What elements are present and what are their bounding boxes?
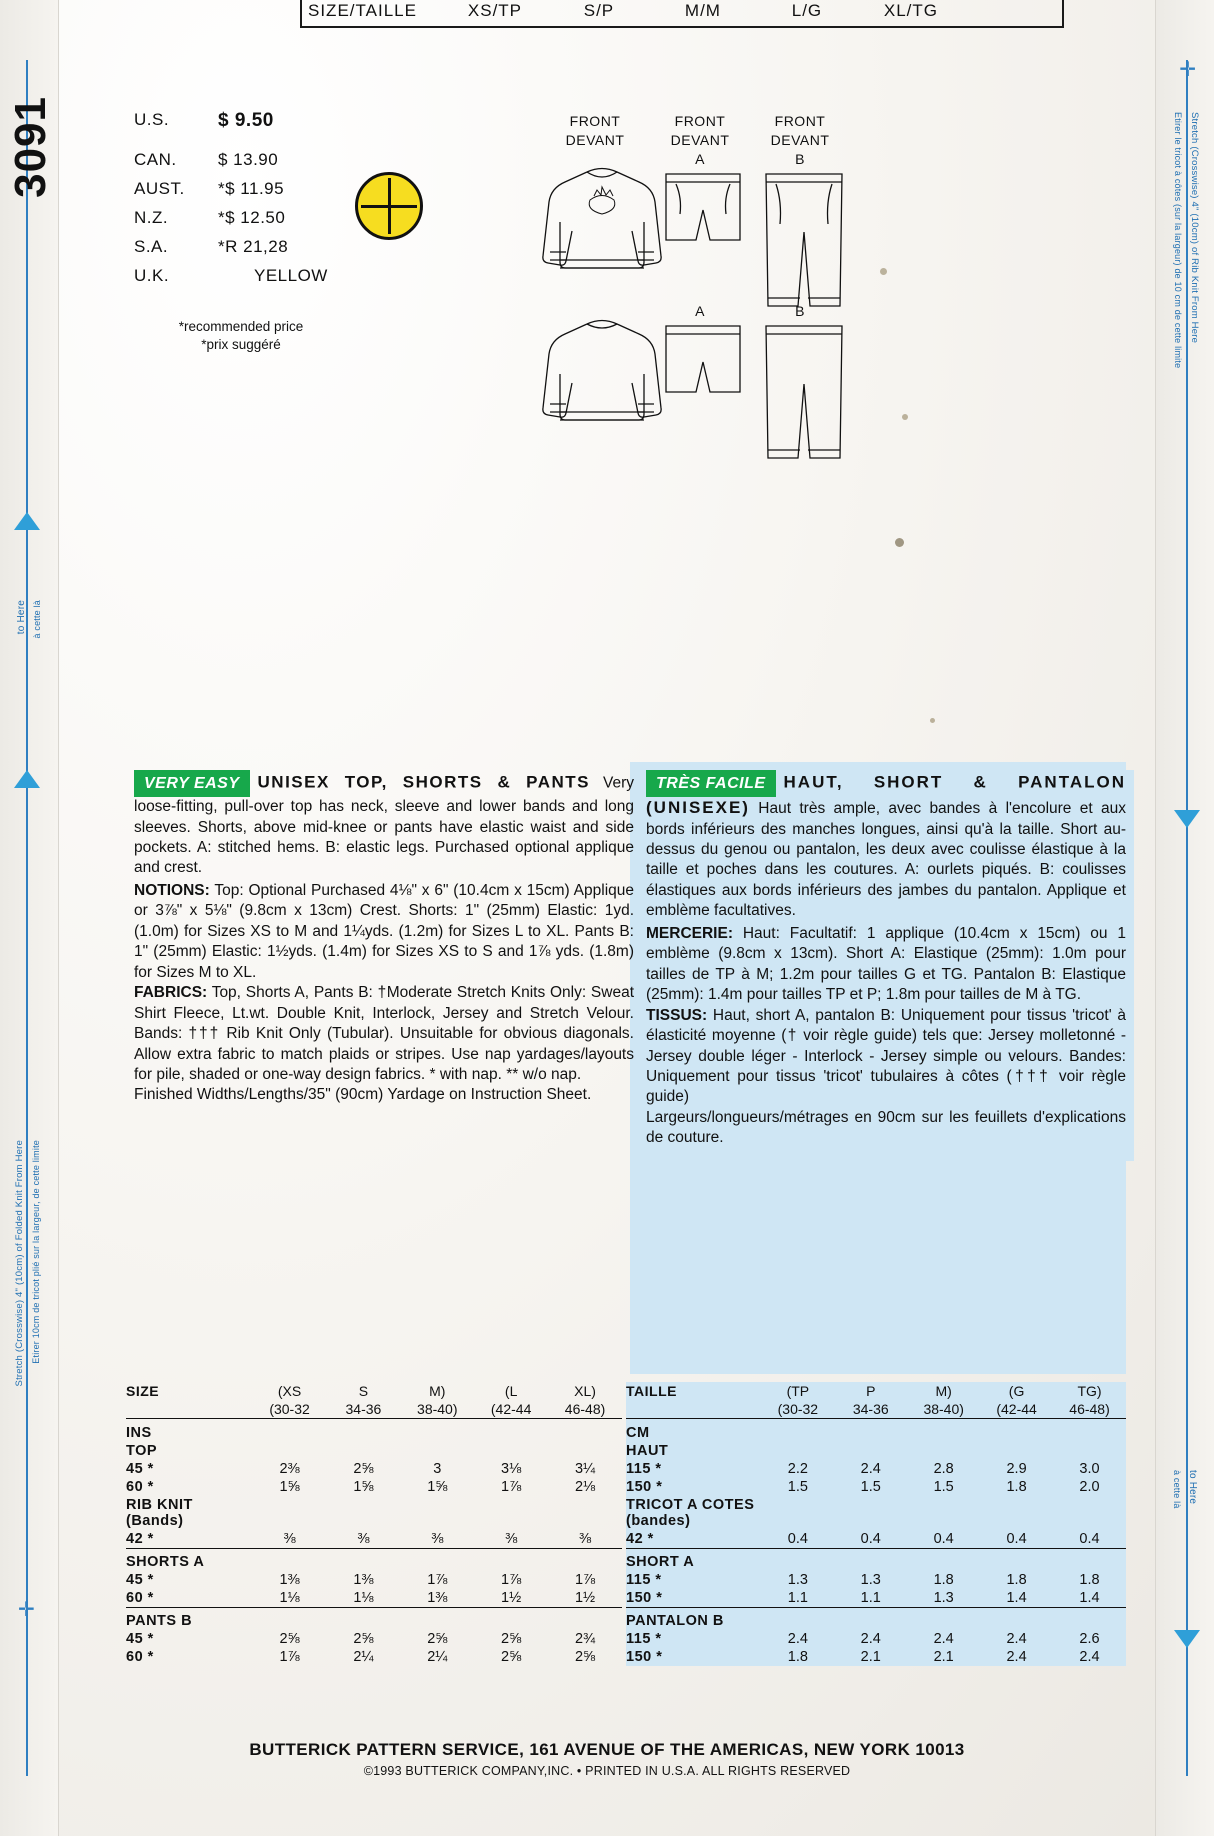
english-title: UNISEX TOP, SHORTS & PANTS [257, 772, 591, 792]
cell: 1⅞ [279, 1649, 300, 1665]
price-value-can: $ 13.90 [218, 150, 279, 169]
cell: 2.1 [933, 1649, 954, 1665]
size-strip [300, 0, 1064, 28]
cell: 1.5 [787, 1479, 808, 1495]
table-row [626, 1478, 1126, 1496]
left-rail-plus-icon: ✛ [18, 1599, 35, 1621]
price-row-aust [134, 179, 364, 199]
table-row [626, 1630, 1126, 1648]
size-strip-s: S/P [583, 1, 615, 20]
size-header-left: SIZE [126, 1383, 160, 1399]
view-label-pants-devant: DEVANT [770, 131, 830, 148]
cell: 1⅜ [427, 1590, 448, 1606]
cell: 1.8 [787, 1649, 808, 1665]
section-haut: HAUT [626, 1443, 669, 1459]
notions-text: Top: Optional Purchased 4⅛" x 6" (10.4cm x 15cm) Applique or 3⅞" x 5⅛" (9.8cm x 13cm) Crest. Shorts: 1" (25mm) Elastic: 1yd. (1.0m) for Sizes XS to M and 1¼yds. (1.2m) for Sizes L to XL. Pants B: 1" (25mm) Elastic: 1½yds. (1.4m) for Sizes XS to S and 1⅞ yds. (1.8m) for Sizes M to XL. [134, 881, 634, 981]
tissus-text: Haut, short A, pantalon B: Uniquement pour tissus 'tricot' à élasticité moyenne († voir règle guide) tels que: Jersey molletonné - Jersey double léger - Interlock - Jersey simple ou velours. Bandes: Uniquement pour tissus 'tricot' tubulaires à côtes (††† voir règle guide) [646, 1006, 1126, 1106]
view-label-top [540, 112, 650, 150]
fabrics-label: FABRICS: [134, 984, 208, 1002]
price-country-aust: AUST. [134, 179, 185, 198]
size-range-tp: (30-32 [777, 1401, 819, 1417]
french-title: HAUT, SHORT & PANTALON (UNISEXE) [646, 772, 1126, 818]
stretch-arrow-up-icon-2 [14, 770, 40, 788]
right-rail-to-here-en: to Here [1187, 1470, 1198, 1505]
table-row [126, 1382, 622, 1400]
row-width-rib-42: 42 * [126, 1531, 154, 1547]
price-value-nz: *$ 12.50 [218, 208, 286, 227]
cell: 2⅝ [353, 1461, 374, 1477]
price-footnotes [126, 318, 356, 354]
cell: 3.0 [1079, 1461, 1100, 1477]
english-description-panel [134, 770, 634, 1106]
cell: 0.4 [1006, 1531, 1027, 1547]
french-body: Haut très ample, avec bandes à l'encolure et aux bords inférieurs des manches longues, ainsi qu'à la taille. Short au-dessus du genou ou pantalon, les deux avec coulisse élastique à la taille et poches dans les coutures. A: ourlets piqués. B: coulisses élastiques aux bords inférieurs des jambes du pantalon. Applique et emblème facultatives. [646, 800, 1126, 920]
table-row [126, 1496, 622, 1530]
cell: 1.5 [933, 1479, 954, 1495]
left-rail [0, 0, 59, 1836]
cell: 2¼ [353, 1649, 374, 1665]
sweatshirt-front-illustration [532, 160, 672, 290]
cell: 2.4 [933, 1631, 954, 1647]
table-row [126, 1589, 622, 1608]
yardage-table-cm [626, 1382, 1126, 1666]
view-label-pants-front: FRONT [774, 113, 826, 129]
cell: 2.8 [933, 1461, 954, 1477]
table-row [626, 1496, 1126, 1530]
size-strip-xs: XS/TP [467, 1, 523, 20]
cell: 2.2 [787, 1461, 808, 1477]
price-list [134, 110, 364, 295]
row-width-shorts-45: 45 * [126, 1572, 154, 1588]
section-shorts-a: SHORTS A [126, 1549, 253, 1572]
view-label-shorts-back: A [695, 303, 705, 319]
cell: 2.0 [1079, 1479, 1100, 1495]
section-pantalon-b: PANTALON B [626, 1608, 761, 1631]
cell: 2⅝ [501, 1631, 522, 1647]
cell: 1⅞ [427, 1572, 448, 1588]
cell: 1⅝ [427, 1479, 448, 1495]
stretch-arrow-up-icon [14, 512, 40, 530]
cell: 1.1 [860, 1590, 881, 1606]
table-row [626, 1571, 1126, 1589]
cell: 1.8 [1079, 1572, 1100, 1588]
table-row [626, 1460, 1126, 1478]
col-head-m: M) [429, 1383, 446, 1399]
cell: 2.4 [787, 1631, 808, 1647]
cell: 3 [433, 1461, 442, 1477]
left-rail-to-here-en: to Here [16, 600, 27, 635]
cell: 1⅛ [279, 1590, 300, 1606]
cell: 1½ [574, 1590, 596, 1606]
size-range-l: (42-44 [490, 1401, 532, 1417]
stretch-arrow-down-icon [1174, 810, 1200, 828]
view-label-pants-back: B [795, 303, 805, 319]
price-row-can [134, 150, 364, 170]
row-width-top-60: 60 * [126, 1479, 154, 1495]
table-row [126, 1442, 622, 1460]
cell: 1.4 [1006, 1590, 1027, 1606]
cell: 3⅛ [501, 1461, 522, 1477]
butterick-crosshair-logo-icon [355, 172, 423, 240]
english-body: Very loose-fitting, pull-over top has neck, sleeve and lower bands and long sleeves. Shorts, above mid-knee or pants have elastic waist and side pockets. A: stitched hems. B: elastic legs. Purchased optional applique and crest. [134, 774, 635, 877]
row-width-short-150: 150 * [626, 1590, 663, 1606]
price-value-sa: *R 21,28 [218, 237, 289, 256]
price-row-uk [134, 266, 364, 286]
unit-label-right: CM [626, 1419, 761, 1443]
price-value-us: $ 9.50 [218, 110, 274, 131]
notions-label: NOTIONS: [134, 881, 210, 899]
stretch-arrow-down-icon-2 [1174, 1630, 1200, 1648]
cell: 2.4 [860, 1631, 881, 1647]
right-rail-stretch-en: Stretch (Crosswise) 4" (10cm) of Rib Knit From Here [1189, 112, 1200, 344]
view-label-top-devant: DEVANT [565, 131, 625, 148]
french-description-panel [638, 770, 1134, 1161]
table-row [126, 1419, 622, 1443]
price-footnote-fr: *prix suggéré [201, 337, 281, 353]
price-row-us [134, 110, 364, 132]
cell: 1.3 [933, 1590, 954, 1606]
size-range-m-fr: 38-40) [923, 1401, 964, 1417]
size-range-m: 38-40) [417, 1401, 458, 1417]
size-strip-l: L/G [791, 1, 823, 20]
col-head-tp: (TP [786, 1383, 810, 1399]
very-easy-badge: VERY EASY [134, 770, 250, 797]
row-width-pants-45: 45 * [126, 1631, 154, 1647]
size-range-xl: 46-48) [564, 1401, 606, 1417]
left-rail-stretch-en: Stretch (Crosswise) 4" (10cm) of Folded Knit From Here [14, 1140, 25, 1387]
view-label-pants [752, 112, 848, 169]
cell: 0.4 [1079, 1531, 1100, 1547]
paper-speck [880, 268, 887, 275]
paper-speck-3 [895, 538, 904, 547]
cell: 2⅛ [574, 1479, 596, 1495]
right-rail [1155, 0, 1214, 1836]
view-label-shorts-letter: A [695, 150, 705, 167]
cell: 2.4 [1006, 1631, 1027, 1647]
pattern-number: 3091 [6, 96, 55, 198]
cell: 1⅞ [501, 1479, 522, 1495]
table-row [626, 1589, 1126, 1608]
col-head-p: P [866, 1383, 876, 1399]
cell: 2.4 [1006, 1649, 1027, 1665]
size-header-right: TAILLE [626, 1383, 677, 1399]
col-head-s: S [358, 1383, 369, 1399]
price-value-aust: *$ 11.95 [218, 179, 285, 198]
cell: 2⅝ [427, 1631, 448, 1647]
col-head-m-fr: M) [935, 1383, 952, 1399]
cell: 1.3 [787, 1572, 808, 1588]
cell: 2¾ [574, 1631, 596, 1647]
yardage-table-inches [126, 1382, 622, 1666]
row-width-haut-150: 150 * [626, 1479, 663, 1495]
english-closing: Finished Widths/Lengths/35" (90cm) Yardage on Instruction Sheet. [134, 1086, 592, 1104]
table-row [626, 1400, 1126, 1419]
size-range-g: (42-44 [996, 1401, 1037, 1417]
shorts-a-front-illustration [658, 168, 748, 264]
cell: ⅜ [505, 1531, 518, 1547]
price-country-can: CAN. [134, 150, 177, 169]
table-row [626, 1419, 1126, 1443]
price-country-us: U.S. [134, 110, 170, 129]
cell: 2.4 [1079, 1649, 1100, 1665]
cell: 1⅞ [574, 1572, 596, 1588]
tres-facile-badge: TRÈS FACILE [646, 770, 776, 797]
price-footnote-en: *recommended price [178, 319, 304, 334]
table-row [126, 1400, 622, 1419]
cell: ⅜ [357, 1531, 370, 1547]
unit-label-left: INS [126, 1419, 253, 1443]
cell: 1.3 [860, 1572, 881, 1588]
section-top: TOP [126, 1443, 158, 1459]
price-country-uk: U.K. [134, 266, 170, 285]
row-width-shorts-60: 60 * [126, 1590, 154, 1606]
section-tricot: TRICOT A COTES (bandes) [626, 1497, 755, 1529]
mercerie-label: MERCERIE: [646, 924, 733, 942]
cell: 2⅝ [353, 1631, 374, 1647]
view-label-pants-letter: B [795, 150, 805, 167]
table-row [126, 1630, 622, 1648]
price-country-sa: S.A. [134, 237, 169, 256]
cell: 2⅝ [279, 1631, 300, 1647]
col-head-xl: XL) [574, 1383, 596, 1399]
cell: 2.6 [1079, 1631, 1100, 1647]
cell: 1.1 [787, 1590, 808, 1606]
right-rail-stretch-fr: Etirer le tricot à côtes (sur la largeur) de 10 cm de cette limite [1173, 112, 1183, 369]
col-head-xs: (XS [277, 1383, 302, 1399]
sweatshirt-back-illustration [532, 312, 672, 442]
table-row [126, 1460, 622, 1478]
col-head-l: (L [504, 1383, 518, 1399]
shorts-a-back-illustration [658, 320, 748, 416]
cell: 1.8 [933, 1572, 954, 1588]
col-head-g: (G [1008, 1383, 1025, 1399]
size-range-xs: (30-32 [269, 1401, 310, 1417]
cell: 1.4 [1079, 1590, 1100, 1606]
row-width-pants-60: 60 * [126, 1649, 154, 1665]
cell: 1.5 [860, 1479, 881, 1495]
table-row [626, 1608, 1126, 1631]
view-label-top-front: FRONT [569, 113, 621, 129]
price-value-uk: YELLOW [254, 266, 328, 285]
left-rail-stretch-fr: Etirer 10cm de tricot plié sur la largeur, de cette limite [31, 1140, 41, 1364]
price-row-sa [134, 237, 364, 257]
size-range-p: 34-36 [852, 1401, 889, 1417]
row-width-top-45: 45 * [126, 1461, 154, 1477]
cell: 0.4 [933, 1531, 954, 1547]
cell: ⅜ [283, 1531, 296, 1547]
cell: 2¼ [427, 1649, 448, 1665]
cell: ⅜ [578, 1531, 592, 1547]
cell: 3¼ [574, 1461, 596, 1477]
garment-illustrations [540, 112, 880, 512]
footer [0, 1740, 1214, 1778]
table-row [626, 1549, 1126, 1572]
section-rib-knit: RIB KNIT (Bands) [126, 1497, 193, 1529]
cell: 1.8 [1006, 1479, 1027, 1495]
cell: 1⅝ [279, 1479, 300, 1495]
row-width-tricot-42: 42 * [626, 1531, 654, 1547]
paper-speck-4 [930, 718, 935, 723]
table-row [126, 1478, 622, 1496]
section-pants-b: PANTS B [126, 1608, 253, 1631]
price-row-nz [134, 208, 364, 228]
table-row [126, 1648, 622, 1666]
row-width-short-115: 115 * [626, 1572, 662, 1588]
size-range-s: 34-36 [345, 1401, 382, 1417]
right-rail-to-here-fr: à cette là [1172, 1470, 1182, 1509]
cell: 2⅝ [574, 1649, 596, 1665]
fabrics-text: Top, Shorts A, Pants B: †Moderate Stretch Knits Only: Sweat Shirt Fleece, Lt.wt. Double Knit, Interlock, Jersey and Stretch Velour. Bands: ††† Rib Knit Only (Tubular). Unsuitable for obvious diagonals. Allow extra fabric to match plaids or stripes. Use nap yardages/layouts for pile, shaded or one-way design fabrics. * with nap. ** w/o nap. [134, 984, 635, 1083]
cell: 2.4 [860, 1461, 881, 1477]
left-rail-to-here-fr: à cette là [32, 600, 42, 639]
tissus-label: TISSUS: [646, 1006, 708, 1024]
table-row [626, 1530, 1126, 1549]
table-row [126, 1549, 622, 1572]
size-strip-xl: XL/TG [883, 1, 939, 20]
col-head-tg: TG) [1077, 1383, 1102, 1399]
table-row [126, 1571, 622, 1589]
section-short-a: SHORT A [626, 1549, 761, 1572]
paper-speck-2 [902, 414, 908, 420]
cell: 2.9 [1006, 1461, 1027, 1477]
size-range-tg: 46-48) [1069, 1401, 1110, 1417]
right-rail-plus-icon: ✛ [1179, 59, 1196, 81]
cell: 2.1 [860, 1649, 881, 1665]
view-label-shorts-front: FRONT [674, 113, 726, 129]
mercerie-text: Haut: Facultatif: 1 applique (10.4cm x 15cm) ou 1 emblème (9.8cm x 13cm). Short A: Elastique (25mm): 1.0m pour tailles de TP à M; 1.2m pour tailles G et TG. Pantalon B: Elastique (25mm): 1.4m pour tailles TP et P; 1.8m pour tailles de M à TG. [646, 924, 1126, 1004]
cell: 2⅜ [279, 1461, 300, 1477]
cell: 1⅜ [353, 1572, 374, 1588]
cell: 0.4 [787, 1531, 808, 1547]
footer-address: BUTTERICK PATTERN SERVICE, 161 AVENUE OF THE AMERICAS, NEW YORK 10013 [249, 1740, 965, 1759]
table-row [626, 1648, 1126, 1666]
row-width-pantalon-115: 115 * [626, 1631, 662, 1647]
cell: 1⅞ [501, 1572, 522, 1588]
size-strip-m: M/M [684, 1, 721, 20]
table-row [126, 1608, 622, 1631]
table-row [626, 1382, 1126, 1400]
pants-b-back-illustration [758, 320, 850, 490]
view-label-shorts-devant: DEVANT [670, 131, 730, 148]
cell: 1⅝ [353, 1479, 374, 1495]
price-country-nz: N.Z. [134, 208, 169, 227]
cell: 1½ [501, 1590, 522, 1606]
row-width-pantalon-150: 150 * [626, 1649, 663, 1665]
cell: ⅜ [431, 1531, 444, 1547]
table-row [626, 1442, 1126, 1460]
cell: 2⅝ [501, 1649, 522, 1665]
french-closing: Largeurs/longueurs/métrages en 90cm sur les feuillets d'explications de couture. [646, 1108, 1126, 1147]
cell: 1⅛ [353, 1590, 374, 1606]
cell: 1⅜ [279, 1572, 300, 1588]
footer-copyright: ©1993 BUTTERICK COMPANY,INC. • PRINTED IN U.S.A. ALL RIGHTS RESERVED [363, 1764, 851, 1778]
row-width-haut-115: 115 * [626, 1461, 662, 1477]
size-strip-label: SIZE/TAILLE [308, 1, 417, 20]
left-rail-line [26, 60, 28, 1776]
table-row [126, 1530, 622, 1549]
cell: 0.4 [860, 1531, 881, 1547]
cell: 1.8 [1006, 1572, 1027, 1588]
